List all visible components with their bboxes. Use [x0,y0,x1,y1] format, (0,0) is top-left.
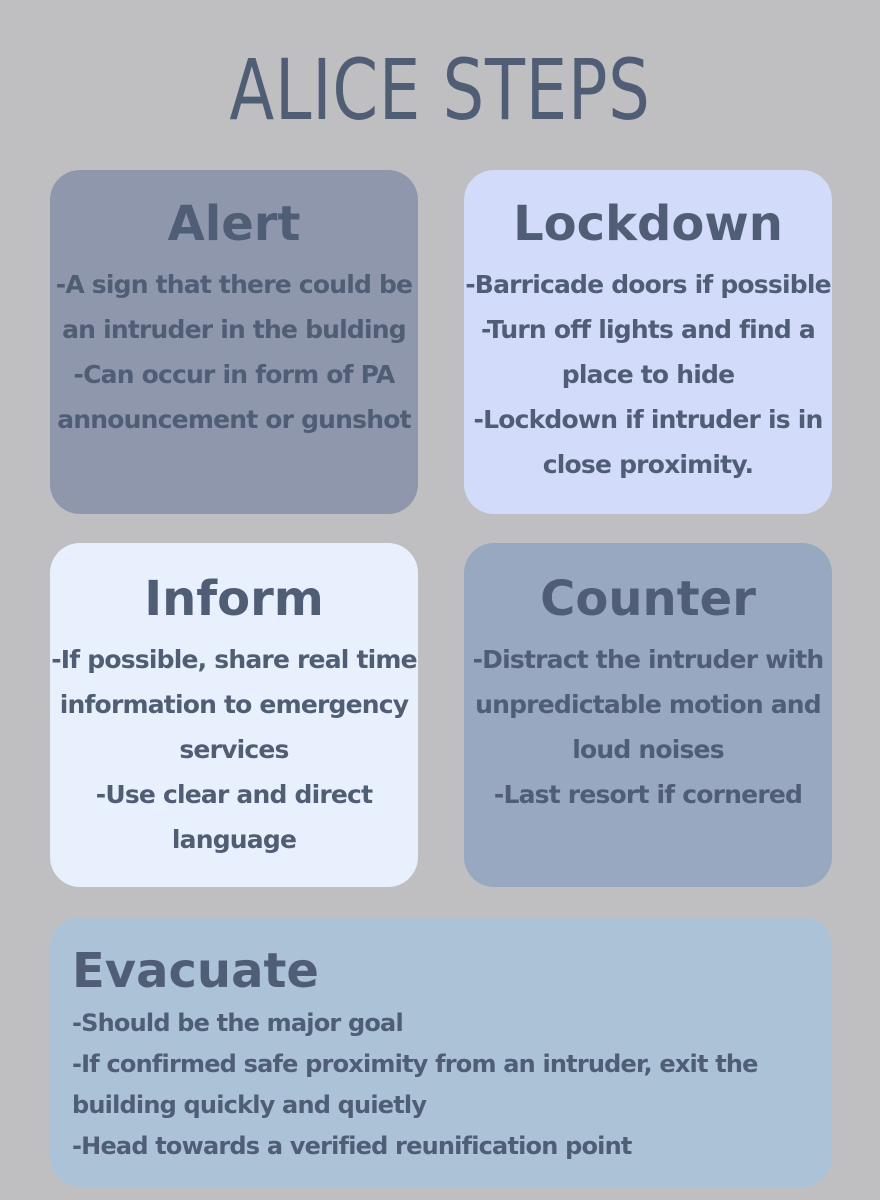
evacuate-heading: Evacuate [72,943,319,999]
evacuate-line: building quickly and quietly [72,1091,427,1119]
evacuate-description [50,1003,832,1167]
evacuate-line: -Should be the major goal [72,1009,403,1037]
counter-description [464,637,832,817]
lockdown-description [464,262,832,487]
inform-line: -Use clear and direct [95,780,373,809]
lockdown-card [464,170,832,514]
inform-line: -If possible, share real time [51,645,417,674]
alert-line: an intruder in the bulding [62,315,406,344]
counter-line: loud noises [572,735,724,764]
page-title: ALICE STEPS [229,41,651,139]
alert-line: -Can occur in form of PA [73,360,395,389]
alert-heading: Alert [167,196,301,252]
counter-line: unpredictable motion and [475,690,821,719]
lockdown-heading: Lockdown [513,196,783,252]
inform-line: services [179,735,289,764]
lockdown-line: -Lockdown if intruder is in [473,405,823,434]
counter-heading: Counter [540,571,756,627]
alert-line: -A sign that there could be [55,270,413,299]
counter-line: -Distract the intruder with [472,645,824,674]
inform-line: language [171,825,297,854]
alert-line: announcement or gunshot [57,405,411,434]
lockdown-line: -Barricade doors if possible [465,270,831,299]
counter-card [464,543,832,887]
lockdown-line: -Turn off lights and find a [480,315,815,344]
alert-description [50,262,418,442]
evacuate-line: -Head towards a verified reunification point [72,1132,632,1160]
counter-line: -Last resort if cornered [493,780,803,809]
lockdown-line: place to hide [561,360,735,389]
alert-card [50,170,418,514]
inform-description [50,637,418,862]
inform-card [50,543,418,887]
evacuate-card [50,917,832,1187]
evacuate-line: -If confirmed safe proximity from an intruder, exit the [72,1050,758,1078]
lockdown-line: close proximity. [542,450,754,479]
inform-line: information to emergency [59,690,409,719]
inform-heading: Inform [144,571,324,627]
